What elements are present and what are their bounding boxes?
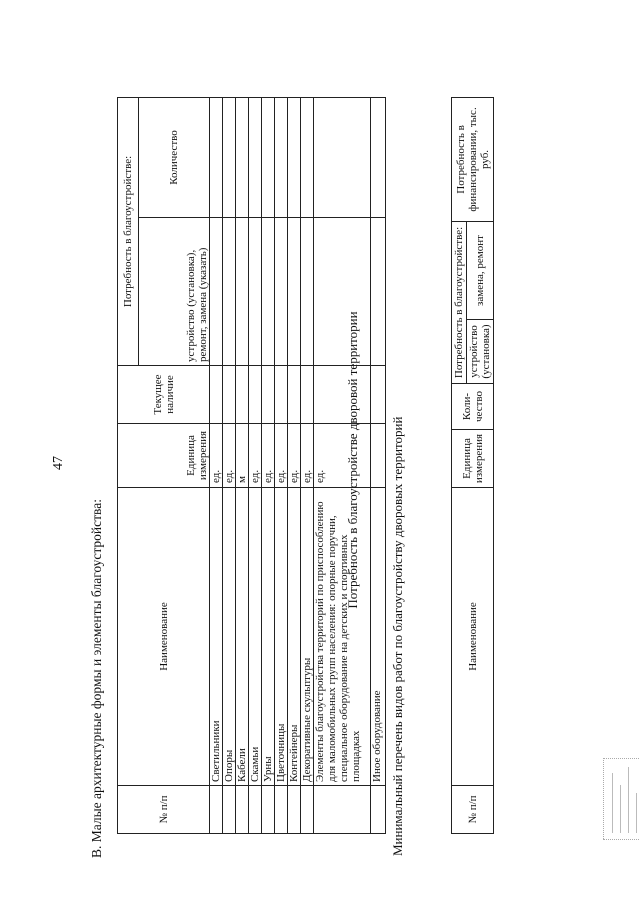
row-unit: ед.: [301, 424, 314, 488]
table-row: [314, 97, 371, 833]
row-unit: ед.: [210, 424, 223, 488]
row-name: Светильники: [210, 488, 223, 786]
table-row: [275, 97, 288, 833]
row-name: Контейнеры: [288, 488, 301, 786]
row-unit: ед.: [262, 424, 275, 488]
min-list-title: Минимальный перечень видов работ по благоустройству дворовых территорий: [390, 416, 405, 856]
table-row: [210, 97, 223, 833]
row-name: Урны: [262, 488, 275, 786]
header-need: Потребность в благоустройстве:: [452, 221, 467, 383]
header-name: Наименование: [452, 488, 494, 786]
row-name: Декоративные скульптуры: [301, 488, 314, 786]
header-unit: Единица измерения: [118, 424, 210, 488]
header-qty: Коли-чество: [452, 384, 494, 430]
row-unit: [371, 424, 386, 488]
table-row: [249, 97, 262, 833]
header-finance: Потребность в финансировании, тыс. руб.: [452, 97, 494, 221]
header-install: устройство (установка): [467, 320, 494, 384]
header-num: № п/п: [118, 786, 210, 834]
row-unit: ед.: [223, 424, 236, 488]
header-need-qty: Количество: [139, 97, 210, 217]
row-name: Скамьи: [249, 488, 262, 786]
row-unit: ед.: [314, 424, 371, 488]
row-name: Цветочницы: [275, 488, 288, 786]
need-heading: Потребность в благоустройстве дворовой территории: [345, 311, 360, 609]
row-unit: ед.: [288, 424, 301, 488]
table-row: [223, 97, 236, 833]
header-replace: замена, ремонт: [467, 221, 494, 319]
table-row: [301, 97, 314, 833]
row-unit: м: [236, 424, 249, 488]
header-name: Наименование: [118, 488, 210, 786]
header-need: Потребность в благоустройстве:: [118, 97, 139, 365]
faint-stamp: [603, 758, 640, 840]
row-unit: ед.: [249, 424, 262, 488]
row-name: Иное оборудование: [371, 488, 386, 786]
row-unit: ед.: [275, 424, 288, 488]
header-unit: Единица измерения: [452, 430, 494, 488]
header-num: № п/п: [452, 786, 494, 834]
min-works-table: [451, 97, 494, 834]
table-row: [371, 97, 386, 833]
row-name: Элементы благоустройства территорий по приспособлению для маломобильных групп населения: опорные поручни, специальное оборудование на детских и спортивных площадках: [314, 488, 371, 786]
rotated-page: [45, 60, 600, 860]
header-need-install: устройство (установка), ремонт, замена (указать): [139, 218, 210, 366]
table-row: [236, 97, 249, 833]
table-row: [288, 97, 301, 833]
row-name: Кабели: [236, 488, 249, 786]
table-row: [262, 97, 275, 833]
section-b-title: В. Малые архитектурные формы и элементы благоустройства:: [89, 499, 104, 858]
page-number: 47: [51, 456, 66, 470]
row-name: Опоры: [223, 488, 236, 786]
header-current: Текущее наличие: [118, 366, 210, 424]
